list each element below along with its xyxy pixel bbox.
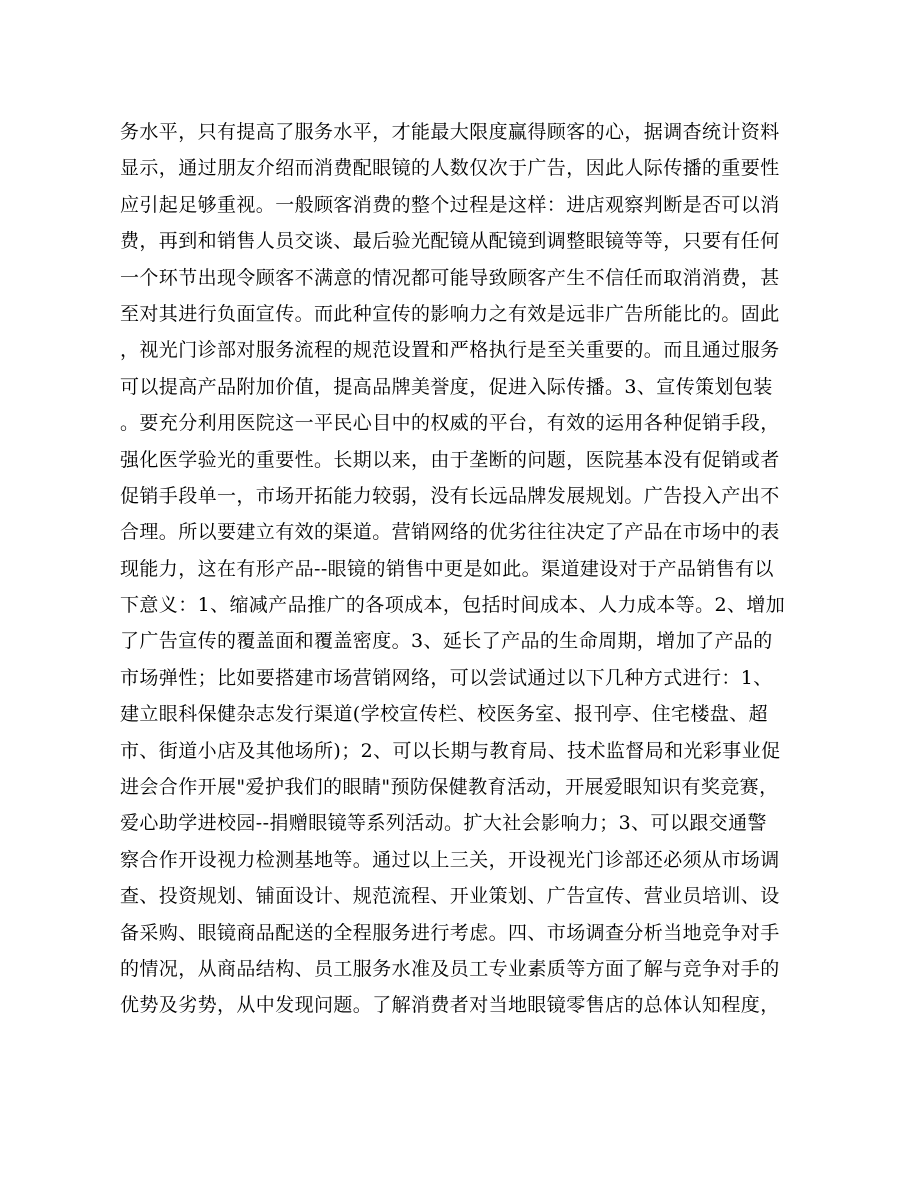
text-line: 强化医学验光的重要性。长期以来，由于垄断的问题，医院基本没有促销或者 [120,448,780,471]
text-line: 。要充分利用医院这一平民心目中的权威的平台，有效的运用各种促销手段， [120,412,780,435]
text-line: 应引起足够重视。一般顾客消费的整个过程是这样：进店观察判断是否可以消 [120,193,780,216]
text-line: 查、投资规划、铺面设计、规范流程、开业策划、广告宣传、营业员培训、设 [120,885,780,908]
text-line: 进会合作开展"爱护我们的眼睛"预防保健教育活动，开展爱眼知识有奖竞赛， [120,776,779,799]
text-line: 促销手段单一，市场开拓能力较弱，没有长远品牌发展规划。广告投入产出不 [120,484,780,507]
text-line: 的情况，从商品结构、员工服务水准及员工专业素质等方面了解与竞争对手的 [120,957,780,980]
text-line: 下意义：1、缩减产品推广的各项成本，包括时间成本、人力成本等。2、增加 [120,594,786,617]
text-line: 爱心助学进校园--捐赠眼镜等系列活动。扩大社会影响力；3、可以跟交通警 [120,812,767,835]
text-line: 一个环节出现令顾客不满意的情况都可能导致顾客产生不信任而取消消费，甚 [120,266,780,289]
text-line: 察合作开设视力检测基地等。通过以上三关，开设视光门诊部还必须从市场调 [120,848,780,871]
text-line: 显示，通过朋友介绍而消费配眼镜的人数仅次于广告，因此人际传播的重要性 [120,157,780,180]
text-line: 至对其进行负面宣传。而此种宣传的影响力之有效是远非广告所能比的。固此 [120,302,780,325]
text-line: 市、街道小店及其他场所)；2、可以长期与教育局、技术监督局和光彩事业促 [120,739,781,762]
text-line: 建立眼科保健杂志发行渠道(学校宣传栏、校医务室、报刊亭、住宅楼盘、超 [120,703,769,726]
body-text [120,114,800,1024]
text-line: 费，再到和销售人员交谈、最后验光配镜从配镜到调整眼镜等等，只要有任何 [120,230,780,253]
text-line: 了广告宣传的覆盖面和覆盖密度。3、延长了产品的生命周期，增加了产品的 [120,630,773,653]
text-line: 可以提高产品附加价值，提高品牌美誉度，促进入际传播。3、宣传策划包装 [120,375,773,398]
text-line: 备采购、眼镜商品配送的全程服务进行考虑。四、市场调查分析当地竞争对手 [120,921,780,944]
text-line: 务水平，只有提高了服务水平，才能最大限度赢得顾客的心，据调杳统计资料 [120,121,780,143]
text-line: ，视光门诊部对服务流程的规范设置和严格执行是至关重要的。而且通过服务 [120,339,780,362]
text-line: 市场弹性；比如要搭建市场营销网络，可以尝试通过以下几种方式进行：1、 [120,666,773,689]
text-line: 优势及劣势，从中发现问题。了解消费者对当地眼镜零售店的总体认知程度， [120,994,780,1017]
text-line: 合理。所以要建立有效的渠道。营销网络的优劣往往决定了产品在市场中的表 [120,521,780,544]
text-line: 现能力，这在有形产品--眼镜的销售中更是如此。渠道建设对于产品销售有以 [120,557,774,580]
